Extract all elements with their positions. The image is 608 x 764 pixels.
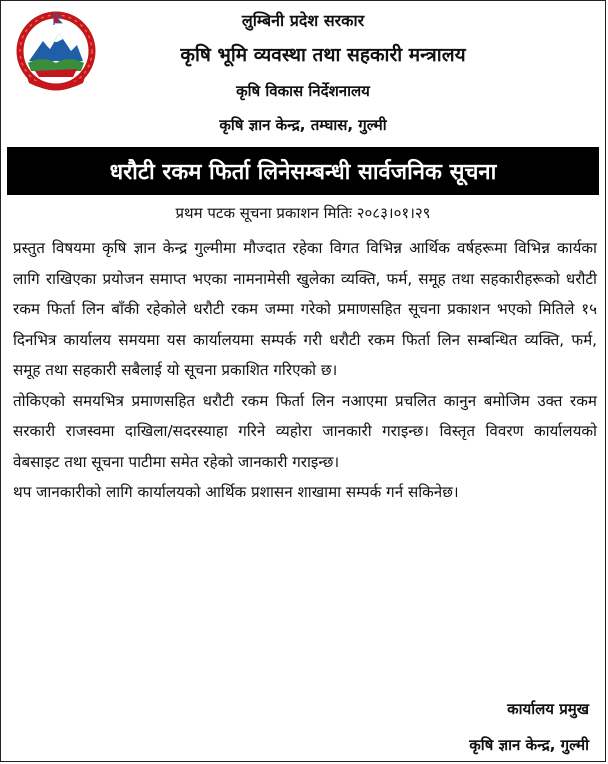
notice-title: धरौटी रकम फिर्ता लिनेसम्बन्धी सार्वजनिक सूचना <box>109 160 497 185</box>
signatory-office: कृषि ज्ञान केन्द्र, गुल्मी <box>469 736 589 754</box>
publication-date: प्रथम पटक सूचना प्रकाशन मितिः २०८३।०१।२९ <box>175 204 431 222</box>
signatory-title: कार्यालय प्रमुख <box>507 700 589 718</box>
office-address-heading: कृषि ज्ञान केन्द्र, तम्घास, गुल्मी <box>219 116 387 134</box>
paragraph-1: प्रस्तुत विषयमा कृषि ज्ञान केन्द्र गुल्मीमा मौज्दात रहेका विगत विभिन्न आर्थिक वर्षहरूमा विभिन्न कार्यका लागि राखिएका प्रयोजन समाप्त भएका नामनामेसी खुलेका व्यक्ति, फर्म, समूह तथा सहकारीहरूको धरौटी रकम फिर्ता लिन बाँकी रहेकोले धरौटी रकम जम्मा गरेको प्रमाणसहित सूचना प्रकाशन भएको मितिले १५ दिनभित्र कार्यालय समयमा यस कार्यालयमा सम्पर्क गरी धरौटी रकम फिर्ता लिन सम्बन्धित व्यक्ति, फर्म, समूह तथा सहकारी सबैलाई यो सूचना प्रकाशित गरिएको छ। <box>13 239 597 379</box>
notice-title-banner <box>7 147 599 195</box>
paragraph-3: थप जानकारीको लागि कार्यालयको आर्थिक प्रशासन शाखामा सम्पर्क गर्न सकिनेछ। <box>13 483 459 501</box>
ministry-heading: कृषि भूमि व्यवस्था तथा सहकारी मन्त्रालय <box>180 44 466 66</box>
province-government-heading: लुम्बिनी प्रदेश सरकार <box>241 11 365 30</box>
directorate-heading: कृषि विकास निर्देशनालय <box>236 82 370 100</box>
notice-body <box>13 233 597 508</box>
paragraph-2: तोकिएको समयभित्र प्रमाणसहित धरौटी रकम फिर्ता लिन नआएमा प्रचलित कानुन बमोजिम उक्त रकम सरकारी राजस्वमा दाखिला/सदरस्याहा गरिने व्यहोरा जानकारी गराइन्छ। विस्तृत विवरण कार्यालयको वेबसाइट तथा सूचना पाटीमा समेत रहेको जानकारी गराइन्छ। <box>13 391 597 471</box>
